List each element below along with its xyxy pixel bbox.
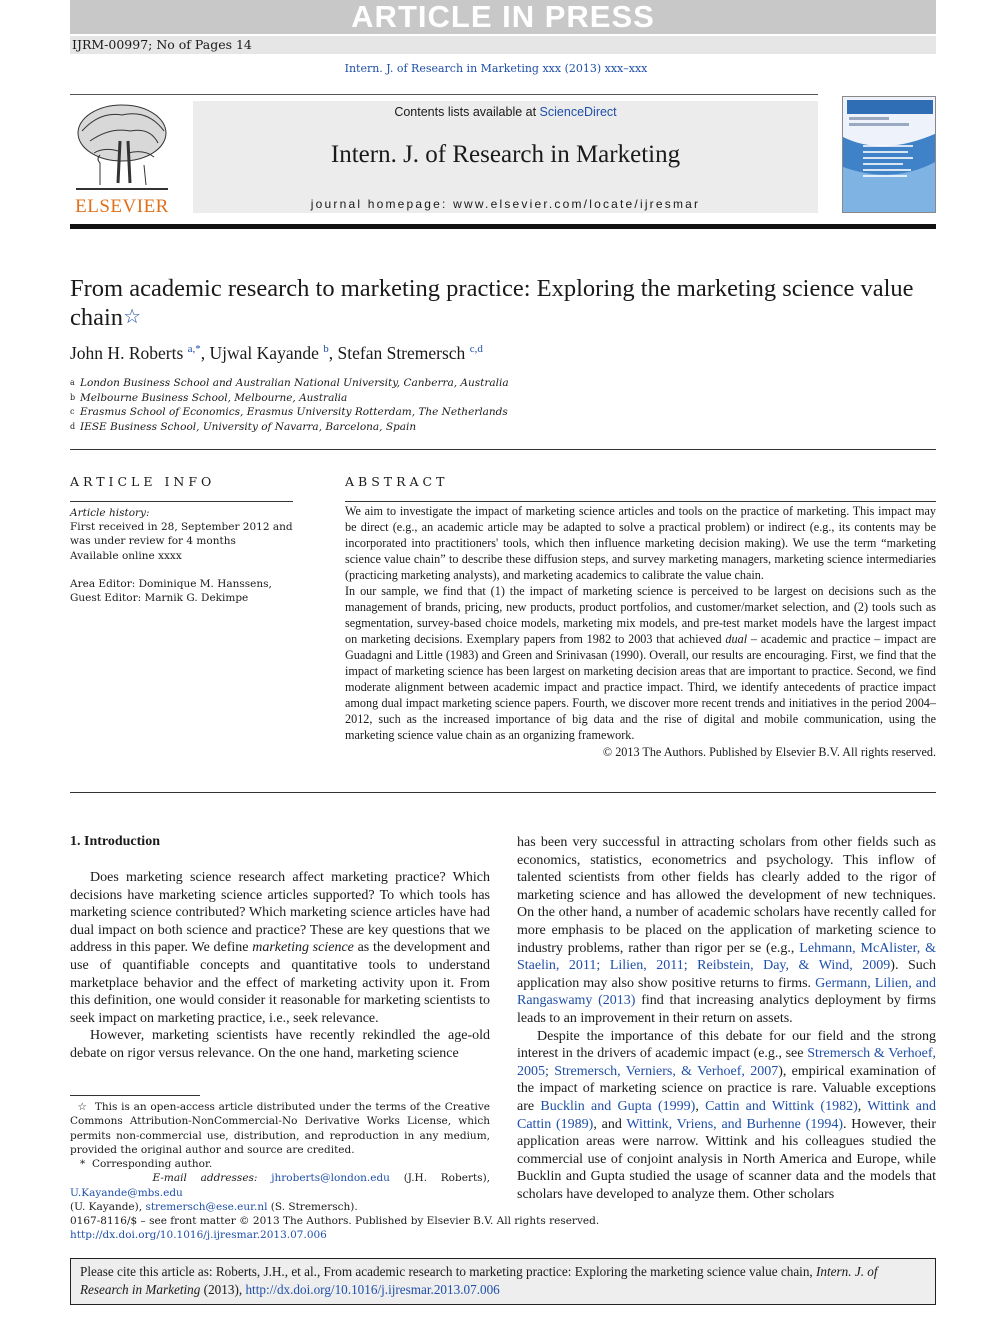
email-link[interactable]: jhroberts@london.edu [271,1172,390,1185]
manuscript-id: IJRM-00997; No of Pages 14 [70,36,936,54]
affiliation-letter: c [70,407,75,416]
abstract-text: In our sample, we find that (1) the impact of marketing science is perceived to be largest on decisions such as the management of brands, pricing, new products, product portfolios, and customer/market selection, and (2) tools such as segmentation, survey-based choice models, marketing mix models, and pre-test market models have the largest impact on marketing decisions. Exemplary papers from 1982 to 2003 that achieved [345,584,936,646]
citation-doi-link[interactable]: http://dx.doi.org/10.1016/j.ijresmar.2013.07.006 [245,1282,500,1297]
citation-journal: Intern. J. of Research in Marketing [80,1264,878,1297]
citation-link[interactable]: Wittink, Vriens, and Burhenne (1994) [626,1116,843,1132]
abstract-copyright: © 2013 The Authors. Published by Elsevier B.V. All rights reserved. [602,745,936,759]
citation-link[interactable]: Wittink and Cattin (1989) [517,1098,937,1132]
footnote-star-icon: ☆ [77,1101,88,1113]
body-text: Does marketing science research affect marketing practice? Which decisions have marketing science articles supported? To which tools has marketing science contributed? Which marketing science articles have had dual impact on both science and practice? These are key questions that we address in this paper. We define [70,870,490,956]
author-affiliation-marks[interactable]: a,* [187,343,201,356]
body-text: has been very successful in attracting scholars from other fields such as economics, statistics, econometrics and psychology. This inflow of talented scientists from other fields has clearly added to the rigor of marketing science and has allowed the development of new techniques. On the other hand, a number of academic scholars have recently called for more emphasis to be placed on the application of marketing science to industry problems, rather than rigor per se (e.g., [517,835,936,956]
footnotes [70,1100,490,1214]
article-history-line: First received in 28, September 2012 and was under review for 4 months [70,521,293,548]
issn-line: 0167-8116/$ – see front matter © 2013 The Authors. Published by Elsevier B.V. All rights reserved. [70,1215,600,1227]
footnote-rule [70,1095,200,1096]
body-column-left [70,869,490,1063]
article-in-press-banner [70,0,936,34]
title-footnote-star-icon[interactable]: ☆ [123,306,141,328]
abstract-text: – academic and practice – impact are Guadagni and Little (1983) and Green and Srinivasan (1990). Overall, our results are encouraging. First, we find that the impact of marketing science has been largest on marketing decision areas that are important to practice. Second, we find moderate alignment between academic impact and practice impact. Third, we identify antecedents of practice impact among dual impact marketing science papers. Fourth, we discover more recent trends and initiatives in the period 2004–2012, such as the increased importance of big data and the rise of digital and mobile communication, using the marketing science value chain as an organizing framework. [345,632,936,742]
contents-line [193,105,818,119]
abstract-paragraph: We aim to investigate the impact of marketing science articles and tools on the practice of marketing. This impact may be direct (e.g., an academic article may be adapted to solve a practical problem) or indirect (e.g., its contents may be incorporated into practitioners' tools, which then influence marketing decision making). We use the term “marketing science value chain” to describe these diffusion steps, and survey marketing managers, marketing science intermediaries (practicing marketing analysts), and marketing academics to calibrate the value chain. [345,504,936,582]
author-separator: , [200,343,210,363]
journal-reference[interactable]: Intern. J. of Research in Marketing xxx (2013) xxx–xxx [344,62,648,75]
citation-text: Please cite this article as: Roberts, J.H., et al., From academic research to marketing practice: Exploring the marketing science value chain, [80,1264,817,1279]
masthead-top-rule [70,94,818,95]
author-name[interactable]: Ujwal Kayande [209,343,319,363]
citation-link[interactable]: Lehmann, McAlister, & Staelin, 2011; Lilien, 2011; Reibstein, Day, & Wind, 2009 [517,940,936,974]
affiliations-divider [70,449,936,450]
citation-link[interactable]: Stremersch & Verhoef, 2005; Stremersch, Verniers, & Verhoef, 2007 [517,1046,937,1079]
body-text: ), empirical examination of the impact of marketing science on practice is rare. Valuable exceptions are [517,1063,937,1114]
author-separator: , [328,343,338,363]
contents-prefix: Contents lists available at [394,105,540,119]
email-link[interactable]: U.Kayande@mbs.edu [70,1186,183,1199]
body-paragraph [517,834,936,1028]
guest-editor: Guest Editor: Marnik G. Dekimpe [70,592,249,605]
footnote-mark: * [80,1158,86,1171]
journal-cover-thumbnail [842,96,936,213]
footnote-corresponding [70,1157,490,1171]
editors-block [70,577,295,605]
footnote-license [70,1100,490,1157]
email-owner: (U. Kayande), [70,1201,146,1214]
body-text: , [857,1098,868,1114]
affiliation-item [70,420,770,435]
article-history-label: Article history: [70,507,150,519]
footnote-emails [70,1171,490,1214]
masthead-bottom-rule [70,224,936,229]
email-label: E-mail addresses: [152,1172,258,1185]
doi-link[interactable]: http://dx.doi.org/10.1016/j.ijresmar.2013.07.006 [70,1229,327,1242]
abstract-body [345,503,936,760]
body-text: ). Such application may also show positive returns to firms. [517,958,936,991]
email-owner: (S. Stremersch). [267,1201,358,1214]
section-heading-introduction: 1. Introduction [70,834,160,849]
area-editor: Area Editor: Dominique M. Hanssens, [70,578,272,590]
body-emphasis: marketing science [252,940,354,956]
affiliation-letter: b [70,392,76,402]
body-text: , and [593,1116,627,1132]
affiliation-letter: d [70,421,76,431]
affiliation-item [70,405,770,420]
body-text: Despite the importance of this debate for our field and the strong interest in the drivers of academic impact (e.g., see [517,1028,936,1062]
author-affiliation-marks[interactable]: c,d [469,343,483,356]
body-text: , [695,1098,706,1114]
affiliation-item [70,391,770,406]
citation-year: (2013), [200,1282,246,1297]
citation-link[interactable]: Germann, Lilien, and Rangaswamy (2013) [517,975,937,1009]
article-history [70,506,295,563]
body-text: as the development and use of quantifiable concepts and quantitative tools to understand marketplace behavior and the effect of marketing activity upon it. From this definition, one would consider it reasonable for marketing scientists to seek impact on marketing practice, i.e., seek relevance. [70,940,490,1026]
masthead-box [193,101,818,213]
affiliation-text: IESE Business School, University of Navarra, Barcelona, Spain [80,420,417,433]
footnote-text: Corresponding author. [91,1158,213,1171]
article-history-line: Available online xxxx [70,549,182,562]
journal-title: Intern. J. of Research in Marketing [330,141,681,168]
article-title [70,274,936,332]
citation-link[interactable]: Bucklin and Gupta (1999) [540,1098,696,1114]
abstract-heading: ABSTRACT [345,474,449,489]
body-text: find that increasing analytics deployment by firms leads to an improvement in their return on assets. [517,993,936,1026]
author-name[interactable]: John H. Roberts [70,343,184,363]
email-link[interactable]: stremersch@ese.eur.nl [145,1201,268,1214]
affiliation-text: London Business School and Australian National University, Canberra, Australia [80,377,509,389]
article-info-rule [70,501,293,502]
body-column-right [517,834,936,1203]
footnote-text: This is an open-access article distributed under the terms of the Creative Commons Attribution-NonCommercial-No Derivative Works License, which permits non-commercial use, distribution, and reproduction in any medium, provided the original author and source are credited. [70,1101,491,1156]
abstract-paragraph [345,583,936,743]
email-owner: (J.H. Roberts), [389,1172,491,1185]
body-text: . However, their application areas were narrow. Wittink and his colleagues studied the commercial use of conjoint analysis in North America and Europe, while Bucklin and Gupta studied the usage of scanner data and the models that scholars have developed to analyze them. Other scholars [517,1116,936,1202]
journal-homepage[interactable]: journal homepage: www.elsevier.com/locate/ijresmar [310,197,701,211]
affiliation-list [70,376,770,434]
author-list [70,343,483,364]
body-paragraph [517,1028,936,1204]
front-matter [70,1214,936,1243]
citation-link[interactable]: Cattin and Wittink (1982) [705,1098,858,1114]
affiliation-text: Erasmus School of Economics, Erasmus University Rotterdam, The Netherlands [80,406,508,418]
affiliation-letter: a [70,378,75,387]
author-affiliation-marks[interactable]: b [323,343,329,356]
affiliation-text: Melbourne Business School, Melbourne, Australia [80,391,348,404]
affiliation-item [70,376,770,391]
abstract-rule [345,501,936,502]
abstract-bottom-divider [70,792,936,793]
body-paragraph [70,869,490,1027]
body-paragraph: However, marketing scientists have recently rekindled the age-old debate on rigor versus relevance. On the one hand, marketing science [70,1028,490,1061]
article-info-heading: ARTICLE INFO [70,474,216,489]
elsevier-wordmark: ELSEVIER [75,196,169,217]
citation-box [70,1258,936,1305]
sciencedirect-link[interactable]: ScienceDirect [539,105,617,119]
abstract-emphasis: dual [725,632,748,646]
author-name[interactable]: Stefan Stremersch [337,343,466,363]
banner-text: ARTICLE IN PRESS [351,0,655,34]
article-title-text: From academic research to marketing practice: Exploring the marketing science value chain [70,275,914,331]
